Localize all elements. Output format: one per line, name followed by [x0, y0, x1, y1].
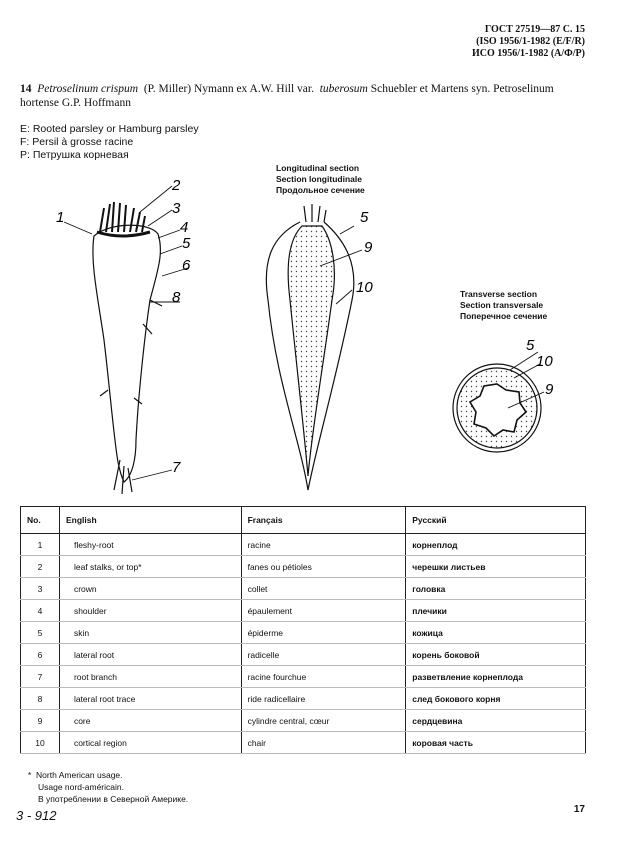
cell-no: 2: [21, 556, 60, 578]
caption-line: Transverse section: [460, 289, 538, 299]
species-name: Petroselinum crispum: [37, 83, 139, 95]
cell-french: racine: [241, 534, 406, 556]
caption-line: Longitudinal section: [276, 163, 360, 173]
table-row: [21, 534, 586, 556]
cell-russian: след бокового корня: [406, 688, 586, 710]
label-root-4: 4: [180, 219, 189, 236]
caption-line: Поперечное сечение: [460, 311, 548, 321]
page-header: [472, 24, 585, 60]
cell-french: épaulement: [241, 600, 406, 622]
cell-english: shoulder: [59, 600, 241, 622]
species-author: (P. Miller) Nymann ex A.W. Hill var.: [143, 83, 314, 95]
cell-russian: разветвление корнеплода: [406, 666, 586, 688]
cell-english: core: [59, 710, 241, 732]
species-synonym: Schuebler et Martens syn. Petroselinum hortense G.P. Hoffmann: [20, 83, 554, 109]
longitudinal-section-drawing: [266, 204, 353, 490]
cell-russian: коровая часть: [406, 732, 586, 754]
table-row: [21, 600, 586, 622]
iso-reference-ru: ИСО 1956/1-1982 (A/Ф/Р): [471, 48, 585, 59]
cell-russian: головка: [406, 578, 586, 600]
label-root-5: 5: [182, 235, 191, 252]
table-row: [21, 578, 586, 600]
name-french: F: Persil à grosse racine: [20, 136, 134, 148]
cell-english: lateral root: [59, 644, 241, 666]
entry-title: [20, 82, 592, 110]
label-root-2: 2: [172, 177, 181, 194]
label-long-5: 5: [360, 209, 369, 226]
cell-english: leaf stalks, or top*: [59, 556, 241, 578]
column-header-french: Français: [241, 507, 406, 534]
cell-french: radicelle: [241, 644, 406, 666]
cell-french: racine fourchue: [241, 666, 406, 688]
table-row: [21, 732, 586, 754]
cell-russian: плечики: [406, 600, 586, 622]
column-header-russian: Русский: [406, 507, 586, 534]
crown-icon: [100, 202, 145, 232]
table-row: [21, 688, 586, 710]
table-row: [21, 710, 586, 732]
cell-no: 5: [21, 622, 60, 644]
cell-russian: черешки листьев: [406, 556, 586, 578]
parsley-root-illustration: [0, 150, 621, 500]
name-english: E: Rooted parsley or Hamburg parsley: [20, 123, 199, 135]
footnote: [28, 769, 188, 805]
cell-french: chair: [241, 732, 406, 754]
section-top-icon: [304, 204, 326, 222]
label-trans-5: 5: [526, 337, 535, 354]
entry-number: 14: [20, 83, 32, 95]
iso-reference: (ISO 1956/1-1982 (E/F/R): [476, 36, 585, 47]
footnote-french: Usage nord-américain.: [38, 782, 124, 792]
label-root-6: 6: [182, 257, 191, 274]
cell-russian: корень боковой: [406, 644, 586, 666]
caption-line: Section transversale: [460, 300, 544, 310]
print-mark: 3 - 912: [16, 808, 57, 823]
cell-french: cylindre central, cœur: [241, 710, 406, 732]
label-trans-10: 10: [536, 353, 553, 370]
cell-no: 4: [21, 600, 60, 622]
table-row: [21, 644, 586, 666]
table-row: [21, 556, 586, 578]
standard-number: ГОСТ 27519—87 С. 15: [484, 24, 585, 35]
root-branch: [114, 460, 132, 494]
cell-no: 7: [21, 666, 60, 688]
cell-russian: сердцевина: [406, 710, 586, 732]
cell-french: collet: [241, 578, 406, 600]
footnote-english: [28, 769, 188, 781]
table-row: [21, 622, 586, 644]
cell-russian: корнеплод: [406, 534, 586, 556]
cell-no: 6: [21, 644, 60, 666]
footnote-marker: *: [28, 770, 32, 780]
cell-english: crown: [59, 578, 241, 600]
column-header-english: English: [59, 507, 241, 534]
caption-line: Продольное сечение: [276, 185, 365, 195]
label-root-7: 7: [172, 459, 181, 476]
label-long-9: 9: [364, 239, 373, 256]
terms-table: [20, 506, 586, 754]
cell-french: fanes ou pétioles: [241, 556, 406, 578]
cell-english: fleshy-root: [59, 534, 241, 556]
cell-russian: кожица: [406, 622, 586, 644]
name-russian: P: Петрушка корневая: [20, 149, 129, 161]
cell-english: cortical region: [59, 732, 241, 754]
label-root-8: 8: [172, 289, 181, 306]
column-header-no: No.: [21, 507, 60, 534]
variety-name: tuberosum: [319, 83, 368, 95]
footnote-russian: В употреблении в Северной Америке.: [38, 794, 189, 804]
cell-no: 10: [21, 732, 60, 754]
label-root-3: 3: [172, 200, 181, 217]
cell-english: root branch: [59, 666, 241, 688]
label-root-1: 1: [56, 209, 65, 226]
cell-no: 8: [21, 688, 60, 710]
cell-no: 9: [21, 710, 60, 732]
root-outline: [93, 225, 161, 482]
page-number: 17: [573, 804, 585, 815]
cell-no: 3: [21, 578, 60, 600]
footnote-text: North American usage.: [36, 770, 123, 780]
cell-no: 1: [21, 534, 60, 556]
cell-english: lateral root trace: [59, 688, 241, 710]
table-row: [21, 666, 586, 688]
cell-french: épiderme: [241, 622, 406, 644]
table-header-row: [21, 507, 586, 534]
caption-line: Section longitudinale: [276, 174, 362, 184]
label-trans-9: 9: [545, 381, 554, 398]
label-long-10: 10: [356, 279, 373, 296]
cell-english: skin: [59, 622, 241, 644]
crown-band: [97, 232, 150, 236]
cell-french: ride radicellaire: [241, 688, 406, 710]
whole-root-drawing: [93, 202, 162, 494]
transverse-section-drawing: [453, 364, 541, 452]
